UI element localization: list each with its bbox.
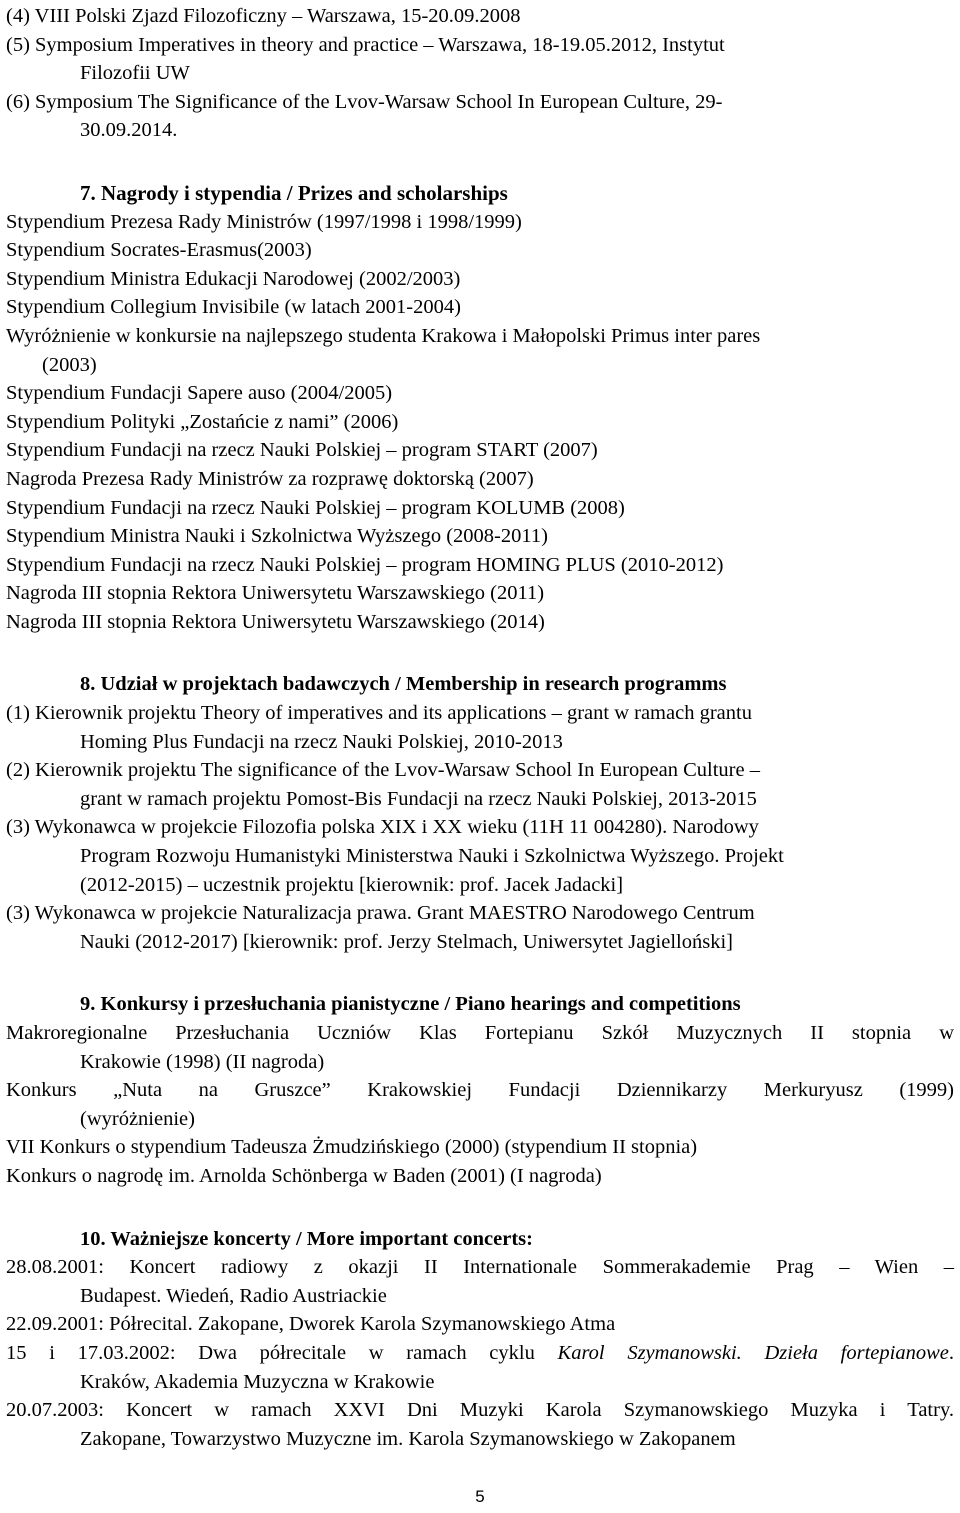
list-item-continuation: (2003) (42, 353, 97, 376)
list-item-continuation: (2012-2015) – uczestnik projektu [kierownik: prof. Jacek Jadacki] (80, 873, 624, 896)
list-item: (5) Symposium Imperatives in theory and practice – Warszawa, 18-19.05.2012, Instytut (6, 33, 725, 56)
list-item-continuation: Program Rozwoju Humanistyki Ministerstwa Nauki i Szkolnictwa Wyższego. Projekt (80, 845, 784, 868)
concert-cycle-title: Karol Szymanowski. Dzieła fortepianowe (557, 1341, 949, 1364)
section-research-programs (6, 670, 954, 956)
list-item: (3) Wykonawca w projekcie Naturalizacja prawa. Grant MAESTRO Narodowego Centrum (6, 902, 755, 925)
list-item: Stypendium Socrates-Erasmus(2003) (6, 239, 312, 262)
list-item: Stypendium Collegium Invisibile (w latach 2001-2004) (6, 296, 461, 319)
list-item: (1) Kierownik projektu Theory of imperatives and its applications – grant w ramach grantu (6, 702, 752, 725)
list-item-continuation: 30.09.2014. (80, 119, 178, 142)
section-piano-competitions (6, 990, 954, 1190)
list-item-continuation: Budapest. Wiedeń, Radio Austriackie (80, 1284, 387, 1307)
list-item: (3) Wykonawca w projekcie Filozofia polska XIX i XX wieku (11H 11 004280). Narodowy (6, 816, 759, 839)
list-item-continuation: Kraków, Akademia Muzyczna w Krakowie (80, 1370, 435, 1393)
list-item-continuation: Filozofii UW (80, 62, 190, 85)
list-item: Stypendium Ministra Nauki i Szkolnictwa Wyższego (2008-2011) (6, 525, 548, 548)
list-item: Makroregionalne Przesłuchania Uczniów Klas Fortepianu Szkół Muzycznych II stopnia w (6, 1022, 954, 1044)
list-item: Stypendium Ministra Edukacji Narodowej (2002/2003) (6, 267, 461, 290)
list-item: Stypendium Polityki „Zostańcie z nami” (2006) (6, 410, 399, 433)
list-item: Stypendium Fundacji na rzecz Nauki Polskiej – program HOMING PLUS (2010-2012) (6, 553, 724, 576)
section-heading: 9. Konkursy i przesłuchania pianistyczne / Piano hearings and competitions (80, 993, 741, 1016)
list-item: 22.09.2001: Półrecital. Zakopane, Dworek Karola Szymanowskiego Atma (6, 1313, 616, 1336)
list-item: 28.08.2001: Koncert radiowy z okazji II Internationale Sommerakademie Prag – Wien – (6, 1256, 954, 1279)
section-concerts (6, 1225, 954, 1454)
section-heading: 10. Ważniejsze koncerty / More important concerts: (80, 1227, 533, 1250)
list-item: Nagroda Prezesa Rady Ministrów za rozprawę doktorską (2007) (6, 467, 534, 490)
list-item: Stypendium Prezesa Rady Ministrów (1997/1998 i 1998/1999) (6, 210, 522, 233)
page-number: 5 (475, 1487, 485, 1506)
list-item-continuation: Homing Plus Fundacji na rzecz Nauki Polskiej, 2010-2013 (80, 730, 563, 753)
section-prizes (6, 179, 954, 637)
list-item: (2) Kierownik projektu The significance of the Lvov-Warsaw School In European Culture – (6, 759, 760, 782)
list-item-continuation: grant w ramach projektu Pomost-Bis Fundacji na rzecz Nauki Polskiej, 2013-2015 (80, 787, 757, 810)
list-item-continuation: Zakopane, Towarzystwo Muzyczne im. Karola Szymanowskiego w Zakopanem (80, 1427, 736, 1450)
list-item: 20.07.2003: Koncert w ramach XXVI Dni Muzyki Karola Szymanowskiego Muzyka i Tatry. (6, 1399, 954, 1422)
list-item: (6) Symposium The Significance of the Lvov-Warsaw School In European Culture, 29- (6, 90, 723, 113)
list-item: Stypendium Fundacji na rzecz Nauki Polskiej – program KOLUMB (2008) (6, 496, 625, 519)
list-item-continuation: (wyróżnienie) (80, 1107, 195, 1130)
list-item (6, 1339, 954, 1368)
list-item: Nagroda III stopnia Rektora Uniwersytetu Warszawskiego (2011) (6, 582, 545, 605)
section-heading: 8. Udział w projektach badawczych / Membership in research programms (80, 673, 727, 696)
list-item-continuation: Nauki (2012-2017) [kierownik: prof. Jerzy Stelmach, Uniwersytet Jagielloński] (80, 930, 733, 953)
list-item: Konkurs o nagrodę im. Arnolda Schönberga w Baden (2001) (I nagroda) (6, 1164, 602, 1187)
list-item: Nagroda III stopnia Rektora Uniwersytetu Warszawskiego (2014) (6, 610, 545, 633)
list-item-continuation: Krakowie (1998) (II nagroda) (80, 1050, 325, 1073)
conference-list (6, 2, 954, 145)
list-item: VII Konkurs o stypendium Tadeusza Żmudzińskiego (2000) (stypendium II stopnia) (6, 1136, 698, 1159)
concert-text-end: . (948, 1341, 954, 1364)
list-item: Konkurs „Nuta na Gruszce” Krakowskiej Fundacji Dziennikarzy Merkuryusz (1999) (6, 1079, 954, 1102)
list-item: (4) VIII Polski Zjazd Filozoficzny – Warszawa, 15-20.09.2008 (6, 5, 521, 27)
concert-text: 15 i 17.03.2002: Dwa półrecitale w ramach cyklu (6, 1341, 558, 1364)
list-item: Wyróżnienie w konkursie na najlepszego studenta Krakowa i Małopolski Primus inter pares (6, 324, 761, 347)
list-item: Stypendium Fundacji Sapere auso (2004/2005) (6, 382, 393, 405)
section-heading: 7. Nagrody i stypendia / Prizes and scholarships (80, 180, 508, 205)
list-item: Stypendium Fundacji na rzecz Nauki Polskiej – program START (2007) (6, 439, 598, 462)
document-page (6, 2, 954, 1453)
